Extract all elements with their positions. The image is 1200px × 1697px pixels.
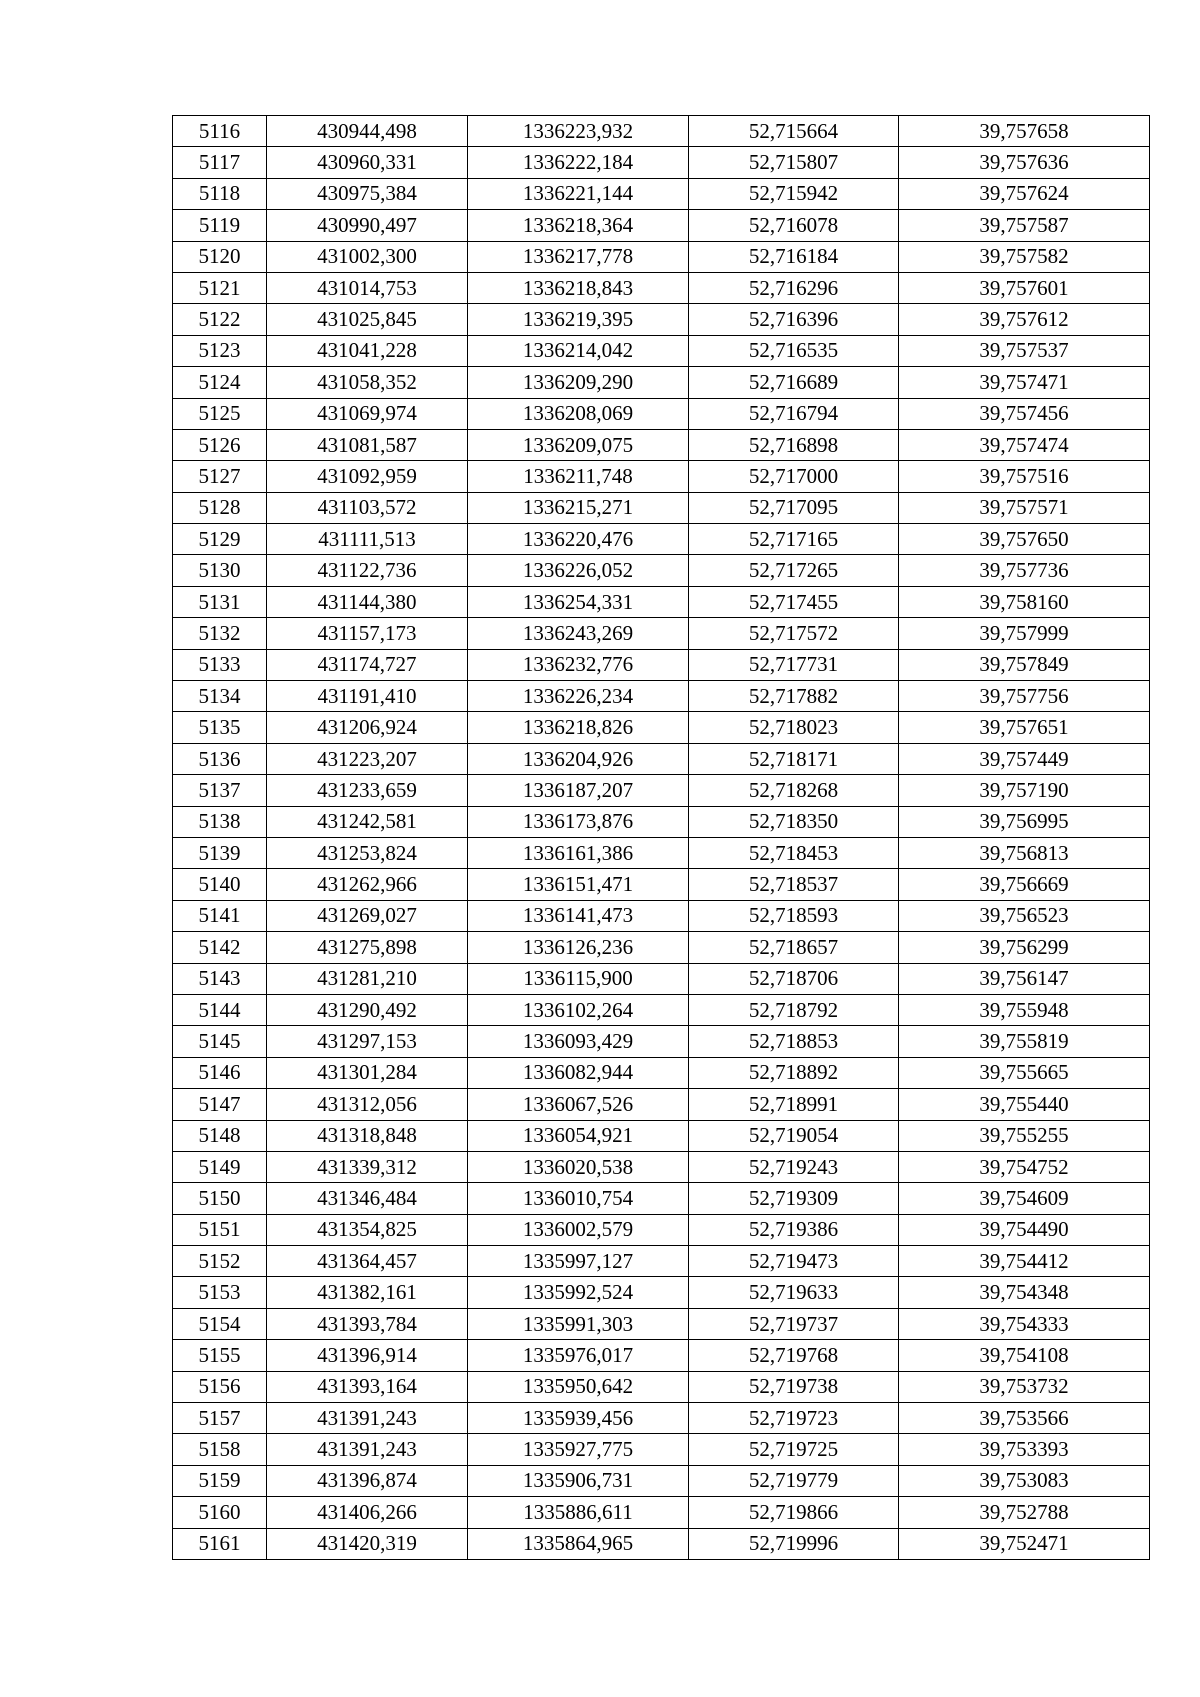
longitude-cell: 39,757612: [899, 304, 1150, 335]
latitude-cell: 52,718593: [689, 900, 899, 931]
point-number-cell: 5120: [173, 241, 267, 272]
point-number-cell: 5154: [173, 1308, 267, 1339]
y-coordinate-cell: 1336232,776: [468, 649, 689, 680]
latitude-cell: 52,717731: [689, 649, 899, 680]
y-coordinate-cell: 1336254,331: [468, 586, 689, 617]
longitude-cell: 39,757624: [899, 178, 1150, 209]
longitude-cell: 39,757516: [899, 461, 1150, 492]
x-coordinate-cell: 431346,484: [267, 1183, 468, 1214]
point-number-cell: 5146: [173, 1057, 267, 1088]
point-number-cell: 5133: [173, 649, 267, 680]
latitude-cell: 52,719725: [689, 1434, 899, 1465]
x-coordinate-cell: 431081,587: [267, 429, 468, 460]
y-coordinate-cell: 1336209,290: [468, 367, 689, 398]
table-row: [173, 304, 1150, 335]
x-coordinate-cell: 431069,974: [267, 398, 468, 429]
longitude-cell: 39,756299: [899, 932, 1150, 963]
longitude-cell: 39,758160: [899, 586, 1150, 617]
x-coordinate-cell: 430975,384: [267, 178, 468, 209]
longitude-cell: 39,756995: [899, 806, 1150, 837]
y-coordinate-cell: 1335976,017: [468, 1340, 689, 1371]
table-row: [173, 1026, 1150, 1057]
y-coordinate-cell: 1336093,429: [468, 1026, 689, 1057]
point-number-cell: 5127: [173, 461, 267, 492]
latitude-cell: 52,717572: [689, 618, 899, 649]
latitude-cell: 52,716184: [689, 241, 899, 272]
longitude-cell: 39,754333: [899, 1308, 1150, 1339]
x-coordinate-cell: 431406,266: [267, 1497, 468, 1528]
x-coordinate-cell: 431393,164: [267, 1371, 468, 1402]
x-coordinate-cell: 431103,572: [267, 492, 468, 523]
y-coordinate-cell: 1336141,473: [468, 900, 689, 931]
latitude-cell: 52,717455: [689, 586, 899, 617]
y-coordinate-cell: 1336161,386: [468, 837, 689, 868]
table-row: [173, 1089, 1150, 1120]
point-number-cell: 5156: [173, 1371, 267, 1402]
longitude-cell: 39,757587: [899, 210, 1150, 241]
longitude-cell: 39,757474: [899, 429, 1150, 460]
latitude-cell: 52,719309: [689, 1183, 899, 1214]
table-row: [173, 492, 1150, 523]
table-row: [173, 210, 1150, 241]
x-coordinate-cell: 431382,161: [267, 1277, 468, 1308]
x-coordinate-cell: 431393,784: [267, 1308, 468, 1339]
x-coordinate-cell: 431364,457: [267, 1246, 468, 1277]
latitude-cell: 52,717000: [689, 461, 899, 492]
longitude-cell: 39,754348: [899, 1277, 1150, 1308]
x-coordinate-cell: 431233,659: [267, 775, 468, 806]
y-coordinate-cell: 1335939,456: [468, 1403, 689, 1434]
longitude-cell: 39,755665: [899, 1057, 1150, 1088]
table-row: [173, 1151, 1150, 1182]
x-coordinate-cell: 431290,492: [267, 994, 468, 1025]
table-row: [173, 116, 1150, 147]
table-row: [173, 555, 1150, 586]
x-coordinate-cell: 431318,848: [267, 1120, 468, 1151]
x-coordinate-cell: 431391,243: [267, 1403, 468, 1434]
point-number-cell: 5142: [173, 932, 267, 963]
longitude-cell: 39,756523: [899, 900, 1150, 931]
y-coordinate-cell: 1336226,234: [468, 681, 689, 712]
y-coordinate-cell: 1336226,052: [468, 555, 689, 586]
longitude-cell: 39,753732: [899, 1371, 1150, 1402]
point-number-cell: 5122: [173, 304, 267, 335]
point-number-cell: 5161: [173, 1528, 267, 1559]
longitude-cell: 39,757601: [899, 272, 1150, 303]
latitude-cell: 52,716078: [689, 210, 899, 241]
longitude-cell: 39,757456: [899, 398, 1150, 429]
y-coordinate-cell: 1336187,207: [468, 775, 689, 806]
x-coordinate-cell: 431144,380: [267, 586, 468, 617]
table-row: [173, 398, 1150, 429]
point-number-cell: 5152: [173, 1246, 267, 1277]
x-coordinate-cell: 431275,898: [267, 932, 468, 963]
point-number-cell: 5138: [173, 806, 267, 837]
latitude-cell: 52,715942: [689, 178, 899, 209]
point-number-cell: 5141: [173, 900, 267, 931]
y-coordinate-cell: 1336126,236: [468, 932, 689, 963]
point-number-cell: 5140: [173, 869, 267, 900]
table-row: [173, 806, 1150, 837]
point-number-cell: 5128: [173, 492, 267, 523]
latitude-cell: 52,719473: [689, 1246, 899, 1277]
longitude-cell: 39,754609: [899, 1183, 1150, 1214]
longitude-cell: 39,757650: [899, 524, 1150, 555]
longitude-cell: 39,755255: [899, 1120, 1150, 1151]
table-row: [173, 1528, 1150, 1559]
table-row: [173, 1403, 1150, 1434]
table-row: [173, 241, 1150, 272]
table-row: [173, 147, 1150, 178]
table-row: [173, 1246, 1150, 1277]
x-coordinate-cell: 430960,331: [267, 147, 468, 178]
point-number-cell: 5130: [173, 555, 267, 586]
latitude-cell: 52,719243: [689, 1151, 899, 1182]
y-coordinate-cell: 1336214,042: [468, 335, 689, 366]
table-row: [173, 1308, 1150, 1339]
table-row: [173, 1465, 1150, 1496]
point-number-cell: 5148: [173, 1120, 267, 1151]
longitude-cell: 39,757449: [899, 743, 1150, 774]
point-number-cell: 5150: [173, 1183, 267, 1214]
table-row: [173, 1340, 1150, 1371]
y-coordinate-cell: 1335950,642: [468, 1371, 689, 1402]
latitude-cell: 52,719054: [689, 1120, 899, 1151]
longitude-cell: 39,757651: [899, 712, 1150, 743]
latitude-cell: 52,718892: [689, 1057, 899, 1088]
table-row: [173, 963, 1150, 994]
point-number-cell: 5121: [173, 272, 267, 303]
table-row: [173, 1120, 1150, 1151]
y-coordinate-cell: 1336002,579: [468, 1214, 689, 1245]
table-row: [173, 900, 1150, 931]
latitude-cell: 52,716396: [689, 304, 899, 335]
latitude-cell: 52,718268: [689, 775, 899, 806]
y-coordinate-cell: 1336215,271: [468, 492, 689, 523]
latitude-cell: 52,718023: [689, 712, 899, 743]
table-row: [173, 367, 1150, 398]
x-coordinate-cell: 431002,300: [267, 241, 468, 272]
y-coordinate-cell: 1336151,471: [468, 869, 689, 900]
table-row: [173, 461, 1150, 492]
x-coordinate-cell: 431157,173: [267, 618, 468, 649]
y-coordinate-cell: 1336243,269: [468, 618, 689, 649]
y-coordinate-cell: 1336102,264: [468, 994, 689, 1025]
table-row: [173, 1371, 1150, 1402]
point-number-cell: 5158: [173, 1434, 267, 1465]
y-coordinate-cell: 1335927,775: [468, 1434, 689, 1465]
longitude-cell: 39,757736: [899, 555, 1150, 586]
y-coordinate-cell: 1336219,395: [468, 304, 689, 335]
x-coordinate-cell: 431297,153: [267, 1026, 468, 1057]
y-coordinate-cell: 1336054,921: [468, 1120, 689, 1151]
point-number-cell: 5147: [173, 1089, 267, 1120]
latitude-cell: 52,716535: [689, 335, 899, 366]
y-coordinate-cell: 1336173,876: [468, 806, 689, 837]
latitude-cell: 52,719386: [689, 1214, 899, 1245]
longitude-cell: 39,757582: [899, 241, 1150, 272]
table-row: [173, 1497, 1150, 1528]
x-coordinate-cell: 431253,824: [267, 837, 468, 868]
table-row: [173, 1214, 1150, 1245]
y-coordinate-cell: 1336221,144: [468, 178, 689, 209]
latitude-cell: 52,719723: [689, 1403, 899, 1434]
longitude-cell: 39,756147: [899, 963, 1150, 994]
longitude-cell: 39,755948: [899, 994, 1150, 1025]
latitude-cell: 52,719738: [689, 1371, 899, 1402]
table-row: [173, 837, 1150, 868]
longitude-cell: 39,757190: [899, 775, 1150, 806]
y-coordinate-cell: 1336223,932: [468, 116, 689, 147]
x-coordinate-cell: 431312,056: [267, 1089, 468, 1120]
x-coordinate-cell: 431396,914: [267, 1340, 468, 1371]
x-coordinate-cell: 431391,243: [267, 1434, 468, 1465]
longitude-cell: 39,754752: [899, 1151, 1150, 1182]
point-number-cell: 5117: [173, 147, 267, 178]
longitude-cell: 39,757999: [899, 618, 1150, 649]
point-number-cell: 5137: [173, 775, 267, 806]
longitude-cell: 39,754412: [899, 1246, 1150, 1277]
table-row: [173, 178, 1150, 209]
latitude-cell: 52,717265: [689, 555, 899, 586]
x-coordinate-cell: 431354,825: [267, 1214, 468, 1245]
latitude-cell: 52,718453: [689, 837, 899, 868]
x-coordinate-cell: 430944,498: [267, 116, 468, 147]
table-row: [173, 272, 1150, 303]
point-number-cell: 5159: [173, 1465, 267, 1496]
point-number-cell: 5155: [173, 1340, 267, 1371]
table-row: [173, 869, 1150, 900]
point-number-cell: 5149: [173, 1151, 267, 1182]
x-coordinate-cell: 431339,312: [267, 1151, 468, 1182]
table-row: [173, 335, 1150, 366]
y-coordinate-cell: 1336208,069: [468, 398, 689, 429]
table-row: [173, 1183, 1150, 1214]
x-coordinate-cell: 431122,736: [267, 555, 468, 586]
x-coordinate-cell: 431174,727: [267, 649, 468, 680]
longitude-cell: 39,752471: [899, 1528, 1150, 1559]
point-number-cell: 5116: [173, 116, 267, 147]
x-coordinate-cell: 430990,497: [267, 210, 468, 241]
table-row: [173, 1057, 1150, 1088]
latitude-cell: 52,718853: [689, 1026, 899, 1057]
point-number-cell: 5126: [173, 429, 267, 460]
x-coordinate-cell: 431041,228: [267, 335, 468, 366]
longitude-cell: 39,753393: [899, 1434, 1150, 1465]
coordinates-table-body: [173, 116, 1150, 1560]
y-coordinate-cell: 1336222,184: [468, 147, 689, 178]
y-coordinate-cell: 1335906,731: [468, 1465, 689, 1496]
latitude-cell: 52,718350: [689, 806, 899, 837]
table-row: [173, 1277, 1150, 1308]
point-number-cell: 5124: [173, 367, 267, 398]
longitude-cell: 39,756669: [899, 869, 1150, 900]
coordinates-table: [172, 115, 1150, 1560]
table-row: [173, 994, 1150, 1025]
point-number-cell: 5160: [173, 1497, 267, 1528]
x-coordinate-cell: 431092,959: [267, 461, 468, 492]
table-row: [173, 429, 1150, 460]
y-coordinate-cell: 1336220,476: [468, 524, 689, 555]
latitude-cell: 52,719633: [689, 1277, 899, 1308]
x-coordinate-cell: 431191,410: [267, 681, 468, 712]
point-number-cell: 5131: [173, 586, 267, 617]
latitude-cell: 52,717095: [689, 492, 899, 523]
y-coordinate-cell: 1336020,538: [468, 1151, 689, 1182]
longitude-cell: 39,756813: [899, 837, 1150, 868]
table-row: [173, 932, 1150, 963]
x-coordinate-cell: 431014,753: [267, 272, 468, 303]
latitude-cell: 52,717165: [689, 524, 899, 555]
x-coordinate-cell: 431262,966: [267, 869, 468, 900]
x-coordinate-cell: 431025,845: [267, 304, 468, 335]
table-row: [173, 586, 1150, 617]
point-number-cell: 5143: [173, 963, 267, 994]
x-coordinate-cell: 431223,207: [267, 743, 468, 774]
latitude-cell: 52,716296: [689, 272, 899, 303]
longitude-cell: 39,757471: [899, 367, 1150, 398]
longitude-cell: 39,753566: [899, 1403, 1150, 1434]
x-coordinate-cell: 431242,581: [267, 806, 468, 837]
y-coordinate-cell: 1336218,364: [468, 210, 689, 241]
longitude-cell: 39,757571: [899, 492, 1150, 523]
table-row: [173, 775, 1150, 806]
point-number-cell: 5151: [173, 1214, 267, 1245]
latitude-cell: 52,718792: [689, 994, 899, 1025]
point-number-cell: 5136: [173, 743, 267, 774]
latitude-cell: 52,719737: [689, 1308, 899, 1339]
longitude-cell: 39,757636: [899, 147, 1150, 178]
x-coordinate-cell: 431396,874: [267, 1465, 468, 1496]
point-number-cell: 5119: [173, 210, 267, 241]
x-coordinate-cell: 431420,319: [267, 1528, 468, 1559]
point-number-cell: 5139: [173, 837, 267, 868]
y-coordinate-cell: 1336204,926: [468, 743, 689, 774]
latitude-cell: 52,719996: [689, 1528, 899, 1559]
point-number-cell: 5129: [173, 524, 267, 555]
longitude-cell: 39,753083: [899, 1465, 1150, 1496]
y-coordinate-cell: 1336010,754: [468, 1183, 689, 1214]
x-coordinate-cell: 431269,027: [267, 900, 468, 931]
y-coordinate-cell: 1336211,748: [468, 461, 689, 492]
point-number-cell: 5157: [173, 1403, 267, 1434]
longitude-cell: 39,757658: [899, 116, 1150, 147]
x-coordinate-cell: 431206,924: [267, 712, 468, 743]
table-row: [173, 618, 1150, 649]
longitude-cell: 39,755819: [899, 1026, 1150, 1057]
point-number-cell: 5132: [173, 618, 267, 649]
table-row: [173, 681, 1150, 712]
longitude-cell: 39,754490: [899, 1214, 1150, 1245]
point-number-cell: 5123: [173, 335, 267, 366]
latitude-cell: 52,718171: [689, 743, 899, 774]
latitude-cell: 52,716794: [689, 398, 899, 429]
table-row: [173, 712, 1150, 743]
longitude-cell: 39,754108: [899, 1340, 1150, 1371]
table-row: [173, 649, 1150, 680]
latitude-cell: 52,715807: [689, 147, 899, 178]
point-number-cell: 5134: [173, 681, 267, 712]
y-coordinate-cell: 1335991,303: [468, 1308, 689, 1339]
table-row: [173, 1434, 1150, 1465]
longitude-cell: 39,757756: [899, 681, 1150, 712]
x-coordinate-cell: 431111,513: [267, 524, 468, 555]
longitude-cell: 39,755440: [899, 1089, 1150, 1120]
latitude-cell: 52,715664: [689, 116, 899, 147]
x-coordinate-cell: 431301,284: [267, 1057, 468, 1088]
x-coordinate-cell: 431058,352: [267, 367, 468, 398]
y-coordinate-cell: 1336067,526: [468, 1089, 689, 1120]
y-coordinate-cell: 1335992,524: [468, 1277, 689, 1308]
latitude-cell: 52,718991: [689, 1089, 899, 1120]
y-coordinate-cell: 1335886,611: [468, 1497, 689, 1528]
latitude-cell: 52,719866: [689, 1497, 899, 1528]
point-number-cell: 5145: [173, 1026, 267, 1057]
point-number-cell: 5118: [173, 178, 267, 209]
latitude-cell: 52,718706: [689, 963, 899, 994]
y-coordinate-cell: 1335997,127: [468, 1246, 689, 1277]
latitude-cell: 52,719768: [689, 1340, 899, 1371]
longitude-cell: 39,757537: [899, 335, 1150, 366]
latitude-cell: 52,717882: [689, 681, 899, 712]
table-row: [173, 743, 1150, 774]
y-coordinate-cell: 1336217,778: [468, 241, 689, 272]
x-coordinate-cell: 431281,210: [267, 963, 468, 994]
latitude-cell: 52,719779: [689, 1465, 899, 1496]
y-coordinate-cell: 1336082,944: [468, 1057, 689, 1088]
longitude-cell: 39,752788: [899, 1497, 1150, 1528]
point-number-cell: 5144: [173, 994, 267, 1025]
latitude-cell: 52,718537: [689, 869, 899, 900]
table-row: [173, 524, 1150, 555]
latitude-cell: 52,716898: [689, 429, 899, 460]
y-coordinate-cell: 1336209,075: [468, 429, 689, 460]
y-coordinate-cell: 1335864,965: [468, 1528, 689, 1559]
y-coordinate-cell: 1336218,826: [468, 712, 689, 743]
point-number-cell: 5153: [173, 1277, 267, 1308]
point-number-cell: 5125: [173, 398, 267, 429]
latitude-cell: 52,718657: [689, 932, 899, 963]
y-coordinate-cell: 1336115,900: [468, 963, 689, 994]
longitude-cell: 39,757849: [899, 649, 1150, 680]
point-number-cell: 5135: [173, 712, 267, 743]
latitude-cell: 52,716689: [689, 367, 899, 398]
y-coordinate-cell: 1336218,843: [468, 272, 689, 303]
